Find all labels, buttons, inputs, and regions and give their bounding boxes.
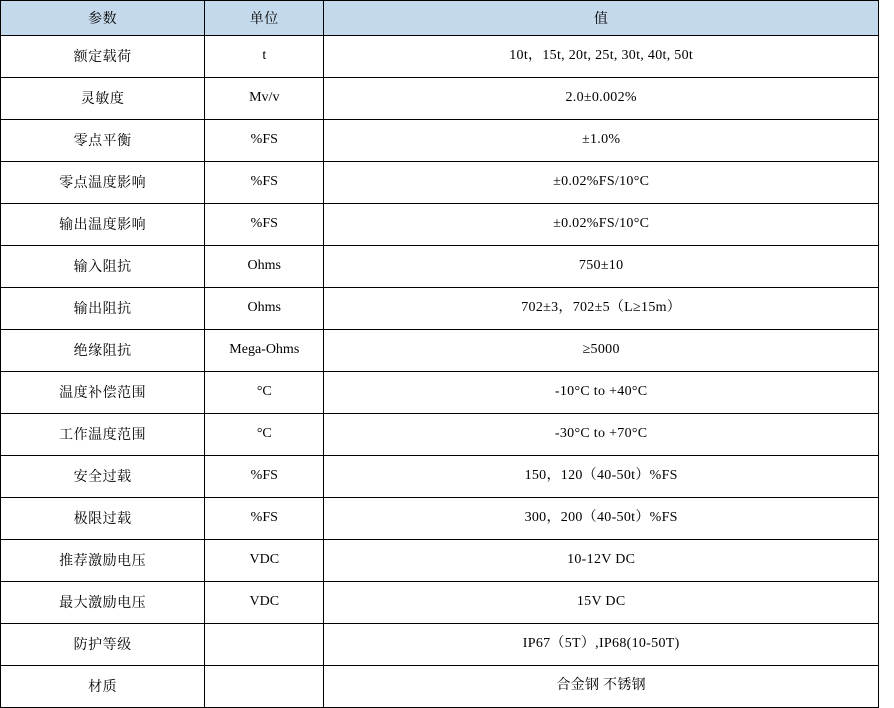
cell-parameter: 输入阻抗 xyxy=(1,246,205,288)
cell-unit: °C xyxy=(205,414,324,456)
cell-value: IP67（5T）,IP68(10-50T) xyxy=(324,624,879,666)
table-row xyxy=(1,456,879,498)
header-parameter: 参数 xyxy=(1,1,205,36)
cell-parameter: 防护等级 xyxy=(1,624,205,666)
cell-value: ±1.0% xyxy=(324,120,879,162)
cell-value: 15V DC xyxy=(324,582,879,624)
cell-parameter: 输出温度影响 xyxy=(1,204,205,246)
cell-parameter: 极限过载 xyxy=(1,498,205,540)
cell-value: -30°C to +70°C xyxy=(324,414,879,456)
table-header-row xyxy=(1,1,879,36)
cell-parameter: 灵敏度 xyxy=(1,78,205,120)
cell-value: 750±10 xyxy=(324,246,879,288)
table-row xyxy=(1,666,879,708)
cell-parameter: 工作温度范围 xyxy=(1,414,205,456)
cell-value: 2.0±0.002% xyxy=(324,78,879,120)
cell-value: 合金钢 不锈钢 xyxy=(324,666,879,708)
cell-parameter: 最大激励电压 xyxy=(1,582,205,624)
table-row xyxy=(1,498,879,540)
cell-value: ≥5000 xyxy=(324,330,879,372)
cell-unit: VDC xyxy=(205,582,324,624)
cell-parameter: 零点温度影响 xyxy=(1,162,205,204)
cell-value: 300，200（40-50t）%FS xyxy=(324,498,879,540)
cell-value: 150，120（40-50t）%FS xyxy=(324,456,879,498)
table-row xyxy=(1,162,879,204)
cell-value: ±0.02%FS/10°C xyxy=(324,204,879,246)
cell-unit: %FS xyxy=(205,204,324,246)
cell-unit: %FS xyxy=(205,162,324,204)
cell-unit: %FS xyxy=(205,456,324,498)
cell-unit: Ohms xyxy=(205,288,324,330)
table-header xyxy=(1,1,879,36)
cell-parameter: 温度补偿范围 xyxy=(1,372,205,414)
table-body xyxy=(1,36,879,708)
table-row xyxy=(1,288,879,330)
table-row xyxy=(1,246,879,288)
table-row xyxy=(1,624,879,666)
header-unit: 单位 xyxy=(205,1,324,36)
cell-unit: Mega-Ohms xyxy=(205,330,324,372)
table-row xyxy=(1,540,879,582)
cell-unit: t xyxy=(205,36,324,78)
table-row xyxy=(1,330,879,372)
cell-parameter: 推荐激励电压 xyxy=(1,540,205,582)
cell-parameter: 额定载荷 xyxy=(1,36,205,78)
cell-value: ±0.02%FS/10°C xyxy=(324,162,879,204)
cell-unit xyxy=(205,666,324,708)
table-row xyxy=(1,204,879,246)
table-row xyxy=(1,36,879,78)
table-row xyxy=(1,78,879,120)
cell-value: 10-12V DC xyxy=(324,540,879,582)
cell-parameter: 输出阻抗 xyxy=(1,288,205,330)
cell-unit: %FS xyxy=(205,120,324,162)
header-value: 值 xyxy=(324,1,879,36)
table-row xyxy=(1,372,879,414)
cell-unit: °C xyxy=(205,372,324,414)
cell-unit: VDC xyxy=(205,540,324,582)
cell-parameter: 零点平衡 xyxy=(1,120,205,162)
cell-unit: Ohms xyxy=(205,246,324,288)
cell-value: 10t，15t, 20t, 25t, 30t, 40t, 50t xyxy=(324,36,879,78)
cell-value: 702±3，702±5（L≥15m） xyxy=(324,288,879,330)
cell-parameter: 材质 xyxy=(1,666,205,708)
cell-parameter: 绝缘阻抗 xyxy=(1,330,205,372)
cell-unit xyxy=(205,624,324,666)
table-row xyxy=(1,120,879,162)
cell-unit: Mv/v xyxy=(205,78,324,120)
table-row xyxy=(1,414,879,456)
cell-value: -10°C to +40°C xyxy=(324,372,879,414)
cell-parameter: 安全过载 xyxy=(1,456,205,498)
table-row xyxy=(1,582,879,624)
cell-unit: %FS xyxy=(205,498,324,540)
